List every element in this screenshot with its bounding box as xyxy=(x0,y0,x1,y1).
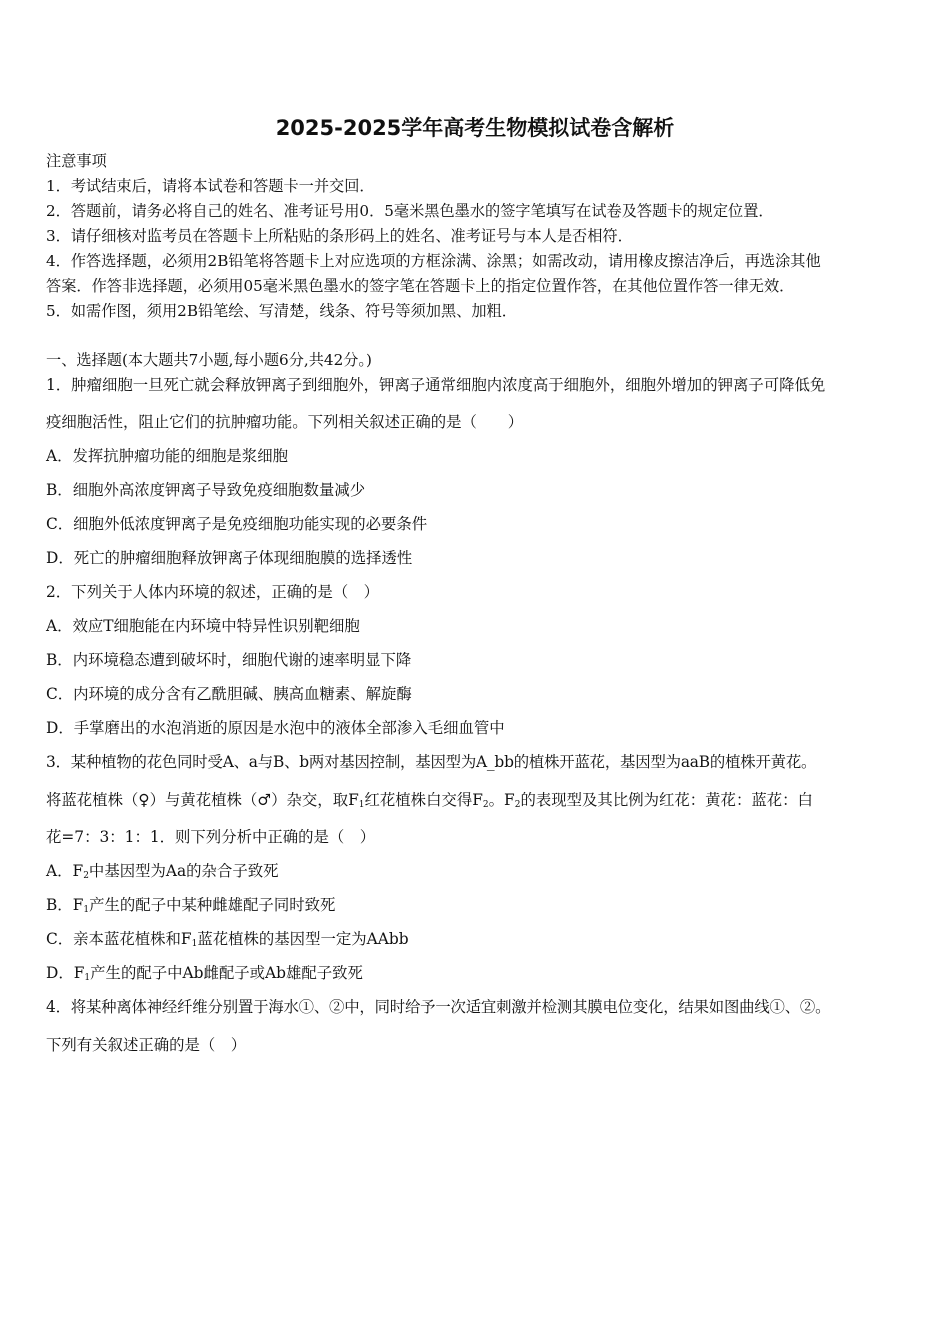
question-2-option-b: B．内环境稳态遭到破坏时，细胞代谢的速率明显下降 xyxy=(46,651,412,669)
question-1-option-d: D．死亡的肿瘤细胞释放钾离子体现细胞膜的选择透性 xyxy=(46,549,413,567)
question-2-option-c: C．内环境的成分含有乙酰胆碱、胰高血糖素、解旋酶 xyxy=(46,685,412,703)
question-3-option-b: B．$F_1$产生的配子中某种雌雄配子同时致死 xyxy=(46,896,336,915)
notice-item: 答案．作答非选择题，必须用05毫米黑色墨水的签字笔在答题卡上的指定位置作答，在其他位置作答一律无效． xyxy=(46,277,795,295)
notice-item: 1．考试结束后，请将本试卷和答题卡一并交回． xyxy=(46,177,375,195)
question-1-stem: 疫细胞活性，阻止它们的抗肿瘤功能。下列相关叙述正确的是（ ） xyxy=(46,413,524,431)
question-1-stem: 1．肿瘤细胞一旦死亡就会释放钾离子到细胞外，钾离子通常细胞内浓度高于细胞外，细胞外增加的钾离子可降低免 xyxy=(46,376,826,394)
question-2-option-d: D．手掌磨出的水泡消逝的原因是水泡中的液体全部渗入毛细血管中 xyxy=(46,719,505,737)
page-title: 2025-2025学年高考生物模拟试卷含解析 xyxy=(275,116,675,140)
section-heading: 一、选择题(本大题共7小题,每小题6分,共42分。) xyxy=(46,351,372,369)
question-1-option-b: B．细胞外高浓度钾离子导致免疫细胞数量减少 xyxy=(46,481,366,499)
question-3-option-d: D．$F_1$产生的配子中Ab雌配子或Ab雄配子致死 xyxy=(46,964,363,983)
question-3-stem: 花=7：3：1：1．则下列分析中正确的是（ ） xyxy=(46,828,376,846)
question-1-option-a: A．发挥抗肿瘤功能的细胞是浆细胞 xyxy=(46,447,288,465)
notice-item: 5．如需作图，须用2B铅笔绘、写清楚，线条、符号等须加黑、加粗． xyxy=(46,302,517,320)
notice-heading: 注意事项 xyxy=(46,152,107,170)
question-4-stem: 下列有关叙述正确的是（ ） xyxy=(46,1036,247,1054)
question-2-stem: 2．下列关于人体内环境的叙述，正确的是（ ） xyxy=(46,583,379,601)
notice-item: 4．作答选择题，必须用2B铅笔将答题卡上对应选项的方框涂满、涂黑；如需改动，请用橡皮擦洁净后，再选涂其他 xyxy=(46,252,821,270)
question-2-option-a: A．效应T细胞能在内环境中特异性识别靶细胞 xyxy=(46,617,360,635)
notice-item: 3．请仔细核对监考员在答题卡上所粘贴的条形码上的姓名、准考证号与本人是否相符． xyxy=(46,227,633,245)
question-3-stem: 将蓝花植株（♀）与黄花植株（♂）杂交，取$F_1$红花植株白交得$F_2$。$F_2$的表现型及其比例为红花：黄花：蓝花：白 xyxy=(46,791,813,810)
question-3-option-a: A．$F_2$中基因型为Aa的杂合子致死 xyxy=(46,862,279,881)
notice-item: 2．答题前，请务必将自己的姓名、准考证号用0．5毫米黑色墨水的签字笔填写在试卷及答题卡的规定位置． xyxy=(46,202,774,220)
question-1-option-c: C．细胞外低浓度钾离子是免疫细胞功能实现的必要条件 xyxy=(46,515,428,533)
question-3-stem: 3．某种植物的花色同时受A、a与B、b两对基因控制，基因型为A_bb的植株开蓝花，基因型为aaB的植株开黄花。 xyxy=(46,753,817,771)
question-4-stem: 4．将某种离体神经纤维分别置于海水①、②中，同时给予一次适宜刺激并检测其膜电位变化，结果如图曲线①、②。 xyxy=(46,998,831,1016)
question-3-option-c: C．亲本蓝花植株和$F_1$蓝花植株的基因型一定为AAbb xyxy=(46,930,409,949)
